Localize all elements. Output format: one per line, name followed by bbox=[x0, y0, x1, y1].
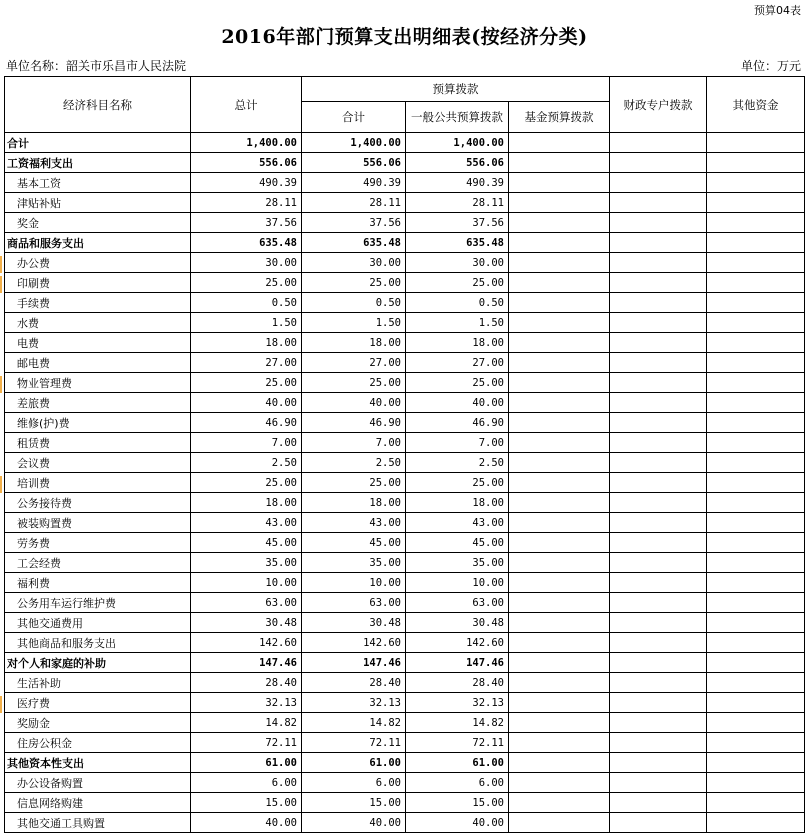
row-name-cell[interactable]: 奖金 bbox=[5, 213, 191, 233]
row-fund-budget-cell[interactable] bbox=[509, 713, 610, 733]
row-total-cell[interactable]: 1.50 bbox=[191, 313, 302, 333]
row-subtotal-cell[interactable]: 635.48 bbox=[302, 233, 406, 253]
row-subtotal-cell[interactable]: 28.11 bbox=[302, 193, 406, 213]
table-row bbox=[5, 193, 805, 213]
row-other-funds-cell[interactable] bbox=[707, 693, 805, 713]
row-subtotal-cell[interactable]: 1.50 bbox=[302, 313, 406, 333]
row-general-public-cell[interactable]: 2.50 bbox=[406, 453, 509, 473]
row-name-cell[interactable]: 会议费 bbox=[5, 453, 191, 473]
row-subtotal-cell[interactable]: 25.00 bbox=[302, 473, 406, 493]
row-finance-special-cell[interactable] bbox=[610, 133, 707, 153]
row-other-funds-cell[interactable] bbox=[707, 533, 805, 553]
row-fund-budget-cell[interactable] bbox=[509, 693, 610, 713]
row-fund-budget-cell[interactable] bbox=[509, 433, 610, 453]
table-row bbox=[5, 253, 805, 273]
table-row bbox=[5, 713, 805, 733]
row-subtotal-cell[interactable]: 46.90 bbox=[302, 413, 406, 433]
row-subtotal-cell[interactable]: 2.50 bbox=[302, 453, 406, 473]
row-fund-budget-cell[interactable] bbox=[509, 533, 610, 553]
row-other-funds-cell[interactable] bbox=[707, 353, 805, 373]
budget-table bbox=[4, 76, 805, 833]
row-name-cell[interactable]: 手续费 bbox=[5, 293, 191, 313]
header-total[interactable]: 总计 bbox=[191, 77, 302, 133]
row-finance-special-cell[interactable] bbox=[610, 393, 707, 413]
row-general-public-cell[interactable]: 635.48 bbox=[406, 233, 509, 253]
row-fund-budget-cell[interactable] bbox=[509, 193, 610, 213]
row-fund-budget-cell[interactable] bbox=[509, 413, 610, 433]
header-fund-budget[interactable]: 基金预算拨款 bbox=[509, 102, 610, 133]
row-general-public-cell[interactable]: 28.40 bbox=[406, 673, 509, 693]
row-name-cell[interactable]: 维修(护)费 bbox=[5, 413, 191, 433]
table-row bbox=[5, 133, 805, 153]
row-fund-budget-cell[interactable] bbox=[509, 273, 610, 293]
row-total-cell[interactable]: 32.13 bbox=[191, 693, 302, 713]
row-general-public-cell[interactable]: 30.00 bbox=[406, 253, 509, 273]
row-general-public-cell[interactable]: 25.00 bbox=[406, 473, 509, 493]
row-name-cell[interactable]: 物业管理费 bbox=[5, 373, 191, 393]
row-subtotal-cell[interactable]: 63.00 bbox=[302, 593, 406, 613]
table-row bbox=[5, 773, 805, 793]
row-subtotal-cell[interactable]: 0.50 bbox=[302, 293, 406, 313]
row-subtotal-cell[interactable]: 25.00 bbox=[302, 273, 406, 293]
row-general-public-cell[interactable]: 45.00 bbox=[406, 533, 509, 553]
table-row bbox=[5, 793, 805, 813]
row-general-public-cell[interactable]: 61.00 bbox=[406, 753, 509, 773]
row-finance-special-cell[interactable] bbox=[610, 633, 707, 653]
row-total-cell[interactable]: 18.00 bbox=[191, 333, 302, 353]
row-general-public-cell[interactable]: 7.00 bbox=[406, 433, 509, 453]
row-fund-budget-cell[interactable] bbox=[509, 553, 610, 573]
row-general-public-cell[interactable]: 142.60 bbox=[406, 633, 509, 653]
unit-name-label: 单位名称：韶关市乐昌市人民法院 bbox=[6, 59, 187, 73]
table-row bbox=[5, 553, 805, 573]
table-row bbox=[5, 273, 805, 293]
row-fund-budget-cell[interactable] bbox=[509, 293, 610, 313]
page-title: 2016年部门预算支出明细表(按经济分类) bbox=[221, 26, 588, 48]
row-subtotal-cell[interactable]: 6.00 bbox=[302, 773, 406, 793]
table-row bbox=[5, 533, 805, 553]
row-subtotal-cell[interactable]: 40.00 bbox=[302, 813, 406, 833]
row-total-cell[interactable]: 142.60 bbox=[191, 633, 302, 653]
row-total-cell[interactable]: 556.06 bbox=[191, 153, 302, 173]
row-fund-budget-cell[interactable] bbox=[509, 153, 610, 173]
row-subtotal-cell[interactable]: 14.82 bbox=[302, 713, 406, 733]
row-name-cell[interactable]: 电费 bbox=[5, 333, 191, 353]
row-general-public-cell[interactable]: 15.00 bbox=[406, 793, 509, 813]
row-fund-budget-cell[interactable] bbox=[509, 233, 610, 253]
row-other-funds-cell[interactable] bbox=[707, 233, 805, 253]
row-name-cell[interactable]: 培训费 bbox=[5, 473, 191, 493]
row-fund-budget-cell[interactable] bbox=[509, 133, 610, 153]
row-total-cell[interactable]: 25.00 bbox=[191, 373, 302, 393]
row-finance-special-cell[interactable] bbox=[610, 593, 707, 613]
row-name-cell[interactable]: 水费 bbox=[5, 313, 191, 333]
row-general-public-cell[interactable]: 490.39 bbox=[406, 173, 509, 193]
row-fund-budget-cell[interactable] bbox=[509, 313, 610, 333]
row-finance-special-cell[interactable] bbox=[610, 333, 707, 353]
row-other-funds-cell[interactable] bbox=[707, 633, 805, 653]
row-general-public-cell[interactable]: 72.11 bbox=[406, 733, 509, 753]
row-finance-special-cell[interactable] bbox=[610, 573, 707, 593]
row-total-cell[interactable]: 40.00 bbox=[191, 813, 302, 833]
table-row bbox=[5, 393, 805, 413]
table-row bbox=[5, 173, 805, 193]
row-subtotal-cell[interactable]: 28.40 bbox=[302, 673, 406, 693]
row-finance-special-cell[interactable] bbox=[610, 293, 707, 313]
table-row bbox=[5, 593, 805, 613]
table-row bbox=[5, 313, 805, 333]
row-general-public-cell[interactable]: 18.00 bbox=[406, 333, 509, 353]
row-finance-special-cell[interactable] bbox=[610, 433, 707, 453]
row-finance-special-cell[interactable] bbox=[610, 213, 707, 233]
row-marker bbox=[0, 476, 2, 493]
row-general-public-cell[interactable]: 46.90 bbox=[406, 413, 509, 433]
row-other-funds-cell[interactable] bbox=[707, 473, 805, 493]
table-row bbox=[5, 493, 805, 513]
row-general-public-cell[interactable]: 147.46 bbox=[406, 653, 509, 673]
row-other-funds-cell[interactable] bbox=[707, 333, 805, 353]
row-fund-budget-cell[interactable] bbox=[509, 653, 610, 673]
row-name-cell[interactable]: 合计 bbox=[5, 133, 191, 153]
row-general-public-cell[interactable]: 35.00 bbox=[406, 553, 509, 573]
row-fund-budget-cell[interactable] bbox=[509, 373, 610, 393]
row-general-public-cell[interactable]: 18.00 bbox=[406, 493, 509, 513]
row-finance-special-cell[interactable] bbox=[610, 153, 707, 173]
row-finance-special-cell[interactable] bbox=[610, 193, 707, 213]
row-other-funds-cell[interactable] bbox=[707, 253, 805, 273]
row-subtotal-cell[interactable]: 556.06 bbox=[302, 153, 406, 173]
row-other-funds-cell[interactable] bbox=[707, 553, 805, 573]
row-total-cell[interactable]: 10.00 bbox=[191, 573, 302, 593]
row-name-cell[interactable]: 其他资本性支出 bbox=[5, 753, 191, 773]
row-fund-budget-cell[interactable] bbox=[509, 473, 610, 493]
row-total-cell[interactable]: 30.00 bbox=[191, 253, 302, 273]
row-fund-budget-cell[interactable] bbox=[509, 593, 610, 613]
row-fund-budget-cell[interactable] bbox=[509, 493, 610, 513]
row-marker bbox=[0, 256, 2, 273]
row-total-cell[interactable]: 63.00 bbox=[191, 593, 302, 613]
row-other-funds-cell[interactable] bbox=[707, 713, 805, 733]
row-fund-budget-cell[interactable] bbox=[509, 633, 610, 653]
table-row bbox=[5, 213, 805, 233]
row-total-cell[interactable]: 6.00 bbox=[191, 773, 302, 793]
row-name-cell[interactable]: 信息网络购建 bbox=[5, 793, 191, 813]
row-marker bbox=[0, 376, 2, 393]
row-name-cell[interactable]: 住房公积金 bbox=[5, 733, 191, 753]
row-other-funds-cell[interactable] bbox=[707, 673, 805, 693]
row-finance-special-cell[interactable] bbox=[610, 773, 707, 793]
table-row bbox=[5, 613, 805, 633]
row-name-cell[interactable]: 租赁费 bbox=[5, 433, 191, 453]
row-finance-special-cell[interactable] bbox=[610, 533, 707, 553]
row-finance-special-cell[interactable] bbox=[610, 753, 707, 773]
row-name-cell[interactable]: 被装购置费 bbox=[5, 513, 191, 533]
row-other-funds-cell[interactable] bbox=[707, 493, 805, 513]
row-finance-special-cell[interactable] bbox=[610, 493, 707, 513]
row-fund-budget-cell[interactable] bbox=[509, 773, 610, 793]
row-finance-special-cell[interactable] bbox=[610, 553, 707, 573]
row-finance-special-cell[interactable] bbox=[610, 653, 707, 673]
row-other-funds-cell[interactable] bbox=[707, 613, 805, 633]
row-other-funds-cell[interactable] bbox=[707, 213, 805, 233]
row-finance-special-cell[interactable] bbox=[610, 453, 707, 473]
row-finance-special-cell[interactable] bbox=[610, 473, 707, 493]
row-fund-budget-cell[interactable] bbox=[509, 253, 610, 273]
row-other-funds-cell[interactable] bbox=[707, 313, 805, 333]
row-general-public-cell[interactable]: 0.50 bbox=[406, 293, 509, 313]
row-other-funds-cell[interactable] bbox=[707, 273, 805, 293]
row-total-cell[interactable]: 40.00 bbox=[191, 393, 302, 413]
table-row bbox=[5, 413, 805, 433]
row-general-public-cell[interactable]: 1,400.00 bbox=[406, 133, 509, 153]
row-name-cell[interactable]: 对个人和家庭的补助 bbox=[5, 653, 191, 673]
table-row bbox=[5, 753, 805, 773]
table-row bbox=[5, 633, 805, 653]
row-other-funds-cell[interactable] bbox=[707, 373, 805, 393]
header-other-funds[interactable]: 其他资金 bbox=[707, 77, 805, 133]
row-general-public-cell[interactable]: 25.00 bbox=[406, 273, 509, 293]
row-subtotal-cell[interactable]: 43.00 bbox=[302, 513, 406, 533]
row-fund-budget-cell[interactable] bbox=[509, 353, 610, 373]
row-total-cell[interactable]: 45.00 bbox=[191, 533, 302, 553]
table-row bbox=[5, 453, 805, 473]
row-total-cell[interactable]: 25.00 bbox=[191, 473, 302, 493]
row-name-cell[interactable]: 医疗费 bbox=[5, 693, 191, 713]
row-finance-special-cell[interactable] bbox=[610, 353, 707, 373]
row-finance-special-cell[interactable] bbox=[610, 253, 707, 273]
row-name-cell[interactable]: 其他商品和服务支出 bbox=[5, 633, 191, 653]
row-other-funds-cell[interactable] bbox=[707, 773, 805, 793]
row-general-public-cell[interactable]: 30.48 bbox=[406, 613, 509, 633]
row-fund-budget-cell[interactable] bbox=[509, 793, 610, 813]
row-subtotal-cell[interactable]: 490.39 bbox=[302, 173, 406, 193]
table-row bbox=[5, 653, 805, 673]
row-marker bbox=[0, 276, 2, 293]
row-other-funds-cell[interactable] bbox=[707, 173, 805, 193]
row-name-cell[interactable]: 津贴补贴 bbox=[5, 193, 191, 213]
row-finance-special-cell[interactable] bbox=[610, 313, 707, 333]
header-subtotal[interactable]: 合计 bbox=[302, 102, 406, 133]
row-finance-special-cell[interactable] bbox=[610, 793, 707, 813]
row-finance-special-cell[interactable] bbox=[610, 513, 707, 533]
row-finance-special-cell[interactable] bbox=[610, 673, 707, 693]
row-name-cell[interactable]: 奖励金 bbox=[5, 713, 191, 733]
row-total-cell[interactable]: 1,400.00 bbox=[191, 133, 302, 153]
row-total-cell[interactable]: 7.00 bbox=[191, 433, 302, 453]
row-other-funds-cell[interactable] bbox=[707, 653, 805, 673]
row-other-funds-cell[interactable] bbox=[707, 433, 805, 453]
row-subtotal-cell[interactable]: 18.00 bbox=[302, 333, 406, 353]
row-name-cell[interactable]: 劳务费 bbox=[5, 533, 191, 553]
row-total-cell[interactable]: 14.82 bbox=[191, 713, 302, 733]
row-name-cell[interactable]: 办公费 bbox=[5, 253, 191, 273]
header-finance-special[interactable]: 财政专户拨款 bbox=[610, 77, 707, 133]
row-total-cell[interactable]: 25.00 bbox=[191, 273, 302, 293]
row-name-cell[interactable]: 其他交通费用 bbox=[5, 613, 191, 633]
row-total-cell[interactable]: 28.40 bbox=[191, 673, 302, 693]
row-total-cell[interactable]: 2.50 bbox=[191, 453, 302, 473]
row-subtotal-cell[interactable]: 45.00 bbox=[302, 533, 406, 553]
row-subtotal-cell[interactable]: 15.00 bbox=[302, 793, 406, 813]
row-other-funds-cell[interactable] bbox=[707, 793, 805, 813]
row-general-public-cell[interactable]: 28.11 bbox=[406, 193, 509, 213]
row-subtotal-cell[interactable]: 40.00 bbox=[302, 393, 406, 413]
row-other-funds-cell[interactable] bbox=[707, 733, 805, 753]
row-subtotal-cell[interactable]: 18.00 bbox=[302, 493, 406, 513]
table-row bbox=[5, 513, 805, 533]
row-fund-budget-cell[interactable] bbox=[509, 333, 610, 353]
table-row bbox=[5, 573, 805, 593]
row-subtotal-cell[interactable]: 32.13 bbox=[302, 693, 406, 713]
row-other-funds-cell[interactable] bbox=[707, 393, 805, 413]
row-fund-budget-cell[interactable] bbox=[509, 813, 610, 833]
row-total-cell[interactable]: 46.90 bbox=[191, 413, 302, 433]
row-other-funds-cell[interactable] bbox=[707, 193, 805, 213]
table-row bbox=[5, 813, 805, 833]
row-total-cell[interactable]: 72.11 bbox=[191, 733, 302, 753]
row-general-public-cell[interactable]: 25.00 bbox=[406, 373, 509, 393]
row-subtotal-cell[interactable]: 7.00 bbox=[302, 433, 406, 453]
row-total-cell[interactable]: 0.50 bbox=[191, 293, 302, 313]
row-finance-special-cell[interactable] bbox=[610, 373, 707, 393]
row-other-funds-cell[interactable] bbox=[707, 413, 805, 433]
form-code-label: 预算04表 bbox=[754, 4, 801, 17]
row-subtotal-cell[interactable]: 1,400.00 bbox=[302, 133, 406, 153]
row-name-cell[interactable]: 工会经费 bbox=[5, 553, 191, 573]
row-name-cell[interactable]: 生活补助 bbox=[5, 673, 191, 693]
row-general-public-cell[interactable]: 40.00 bbox=[406, 393, 509, 413]
row-name-cell[interactable]: 办公设备购置 bbox=[5, 773, 191, 793]
row-marker bbox=[0, 696, 2, 713]
row-name-cell[interactable]: 邮电费 bbox=[5, 353, 191, 373]
row-fund-budget-cell[interactable] bbox=[509, 673, 610, 693]
row-total-cell[interactable]: 37.56 bbox=[191, 213, 302, 233]
header-budget-alloc[interactable]: 预算拨款 bbox=[302, 77, 610, 102]
row-other-funds-cell[interactable] bbox=[707, 513, 805, 533]
row-other-funds-cell[interactable] bbox=[707, 453, 805, 473]
row-name-cell[interactable]: 商品和服务支出 bbox=[5, 233, 191, 253]
table-row bbox=[5, 333, 805, 353]
row-general-public-cell[interactable]: 37.56 bbox=[406, 213, 509, 233]
row-name-cell[interactable]: 其他交通工具购置 bbox=[5, 813, 191, 833]
row-finance-special-cell[interactable] bbox=[610, 713, 707, 733]
row-general-public-cell[interactable]: 63.00 bbox=[406, 593, 509, 613]
row-total-cell[interactable]: 28.11 bbox=[191, 193, 302, 213]
table-row bbox=[5, 733, 805, 753]
row-total-cell[interactable]: 30.48 bbox=[191, 613, 302, 633]
row-total-cell[interactable]: 27.00 bbox=[191, 353, 302, 373]
table-row bbox=[5, 693, 805, 713]
table-row bbox=[5, 433, 805, 453]
row-subtotal-cell[interactable]: 142.60 bbox=[302, 633, 406, 653]
row-finance-special-cell[interactable] bbox=[610, 733, 707, 753]
row-fund-budget-cell[interactable] bbox=[509, 753, 610, 773]
table-row bbox=[5, 373, 805, 393]
row-name-cell[interactable]: 工资福利支出 bbox=[5, 153, 191, 173]
row-subtotal-cell[interactable]: 27.00 bbox=[302, 353, 406, 373]
row-name-cell[interactable]: 公务用车运行维护费 bbox=[5, 593, 191, 613]
row-fund-budget-cell[interactable] bbox=[509, 573, 610, 593]
row-name-cell[interactable]: 基本工资 bbox=[5, 173, 191, 193]
row-other-funds-cell[interactable] bbox=[707, 573, 805, 593]
row-general-public-cell[interactable]: 40.00 bbox=[406, 813, 509, 833]
row-total-cell[interactable]: 15.00 bbox=[191, 793, 302, 813]
header-econ-name[interactable]: 经济科目名称 bbox=[5, 77, 191, 133]
row-subtotal-cell[interactable]: 30.48 bbox=[302, 613, 406, 633]
row-general-public-cell[interactable]: 10.00 bbox=[406, 573, 509, 593]
row-general-public-cell[interactable]: 6.00 bbox=[406, 773, 509, 793]
row-fund-budget-cell[interactable] bbox=[509, 513, 610, 533]
row-finance-special-cell[interactable] bbox=[610, 693, 707, 713]
currency-unit-label: 单位：万元 bbox=[740, 59, 801, 73]
row-name-cell[interactable]: 印刷费 bbox=[5, 273, 191, 293]
row-finance-special-cell[interactable] bbox=[610, 613, 707, 633]
row-subtotal-cell[interactable]: 61.00 bbox=[302, 753, 406, 773]
table-row bbox=[5, 153, 805, 173]
row-subtotal-cell[interactable]: 37.56 bbox=[302, 213, 406, 233]
row-name-cell[interactable]: 福利费 bbox=[5, 573, 191, 593]
row-total-cell[interactable]: 490.39 bbox=[191, 173, 302, 193]
row-general-public-cell[interactable]: 14.82 bbox=[406, 713, 509, 733]
row-other-funds-cell[interactable] bbox=[707, 753, 805, 773]
row-general-public-cell[interactable]: 32.13 bbox=[406, 693, 509, 713]
row-finance-special-cell[interactable] bbox=[610, 273, 707, 293]
row-total-cell[interactable]: 147.46 bbox=[191, 653, 302, 673]
row-subtotal-cell[interactable]: 30.00 bbox=[302, 253, 406, 273]
table-row bbox=[5, 233, 805, 253]
row-general-public-cell[interactable]: 43.00 bbox=[406, 513, 509, 533]
table-row bbox=[5, 473, 805, 493]
row-other-funds-cell[interactable] bbox=[707, 813, 805, 833]
row-fund-budget-cell[interactable] bbox=[509, 613, 610, 633]
row-name-cell[interactable]: 差旅费 bbox=[5, 393, 191, 413]
row-general-public-cell[interactable]: 1.50 bbox=[406, 313, 509, 333]
row-general-public-cell[interactable]: 27.00 bbox=[406, 353, 509, 373]
row-finance-special-cell[interactable] bbox=[610, 413, 707, 433]
row-subtotal-cell[interactable]: 147.46 bbox=[302, 653, 406, 673]
row-name-cell[interactable]: 公务接待费 bbox=[5, 493, 191, 513]
table-row bbox=[5, 353, 805, 373]
row-general-public-cell[interactable]: 556.06 bbox=[406, 153, 509, 173]
row-other-funds-cell[interactable] bbox=[707, 593, 805, 613]
table-row bbox=[5, 293, 805, 313]
row-total-cell[interactable]: 35.00 bbox=[191, 553, 302, 573]
row-finance-special-cell[interactable] bbox=[610, 233, 707, 253]
row-finance-special-cell[interactable] bbox=[610, 813, 707, 833]
row-fund-budget-cell[interactable] bbox=[509, 213, 610, 233]
row-fund-budget-cell[interactable] bbox=[509, 733, 610, 753]
row-subtotal-cell[interactable]: 25.00 bbox=[302, 373, 406, 393]
row-other-funds-cell[interactable] bbox=[707, 133, 805, 153]
row-fund-budget-cell[interactable] bbox=[509, 453, 610, 473]
row-fund-budget-cell[interactable] bbox=[509, 173, 610, 193]
row-total-cell[interactable]: 43.00 bbox=[191, 513, 302, 533]
row-subtotal-cell[interactable]: 72.11 bbox=[302, 733, 406, 753]
row-other-funds-cell[interactable] bbox=[707, 293, 805, 313]
row-total-cell[interactable]: 635.48 bbox=[191, 233, 302, 253]
row-subtotal-cell[interactable]: 35.00 bbox=[302, 553, 406, 573]
row-fund-budget-cell[interactable] bbox=[509, 393, 610, 413]
row-subtotal-cell[interactable]: 10.00 bbox=[302, 573, 406, 593]
row-finance-special-cell[interactable] bbox=[610, 173, 707, 193]
row-other-funds-cell[interactable] bbox=[707, 153, 805, 173]
row-total-cell[interactable]: 18.00 bbox=[191, 493, 302, 513]
row-total-cell[interactable]: 61.00 bbox=[191, 753, 302, 773]
table-row bbox=[5, 673, 805, 693]
header-general-public[interactable]: 一般公共预算拨款 bbox=[406, 102, 509, 133]
